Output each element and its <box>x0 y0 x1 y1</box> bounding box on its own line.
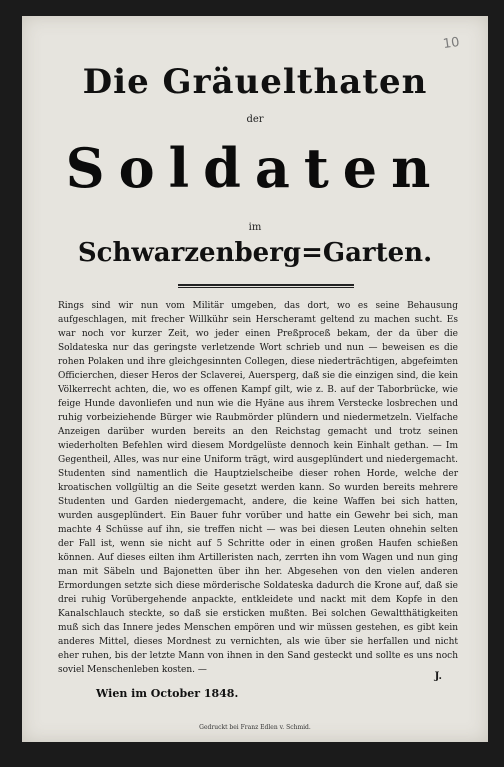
title-connector-der: der <box>246 114 264 125</box>
signature: J. <box>434 671 442 682</box>
title-line-3: Schwarzenberg=Garten. <box>77 238 433 268</box>
poster-sheet <box>22 16 488 742</box>
title-divider <box>178 284 354 288</box>
printer-imprint: Gedruckt bei Franz Edlen v. Schmid. <box>199 724 311 731</box>
title-line-2: Soldaten <box>65 136 445 200</box>
title-line-1: Die Gräuelthaten <box>82 62 428 102</box>
pencil-annotation: 10 <box>442 34 461 53</box>
body-paragraph: Rings sind wir nun vom Militär umgeben, das dort, wo es seine Behausung aufgeschlagen, mit frecher Willkühr sein Herscheramt geltend zu machen sucht. Es war noch vor kurzer Zeit, wo jeder einen Preßproceß bekam, der da über die Soldateska nur das geringste verletzende Wort schrieb und nun — beweisen es die rohen Polaken und ihre gleichgesinnten Collegen, diese niederträchtigen, abgefeimten Officierchen, dieser Heros der Sclaverei, Auersperg, daß sie die einzigen sind, die kein Völkerrecht achten, die, wo es offenen Kampf gilt, wie z. B. auf der Taborbrücke, wie feige Hunde davonliefen und nun wie die Hyäne aus ihrem Verstecke losbrechen und ruhig vorbeiziehende Bürger wie Raubmörder plündern und niedermetzeln. Vielfache Anzeigen darüber wurden bereits an den Reichstag gemacht und trotz seinen wiederholten Befehlen wird diesem Mordgelüste dennoch kein Einhalt gethan. — Im Gegentheil, Alles, was nur eine Uniform trägt, wird ausgeplündert und niedergemacht. Studenten sind namentlich die Hauptzielscheibe dieser rohen Horde, welche der kroatischen vollgültig an die Seite gesetzt werden kann. So wurden bereits mehrere Studenten und Garden niedergemacht, andere, die keine Waffen bei sich hatten, wurden ausgeplündert. Ein Bauer fuhr vorüber und hatte ein Gewehr bei sich, man machte 4 Schüsse auf ihn, sie treffen nicht — was bei diesen Leuten ohnehin selten der Fall ist, wenn sie nicht auf 5 Schritte oder in einen großen Haufen schießen können. Auf dieses eilten ihm Artilleristen nach, zerrten ihn vom Wagen und nun ging man mit Säbeln und Bajonetten über ihn her. Abgesehen von den vielen anderen Ermordungen setzte sich diese mörderische Soldateska dadurch die Krone auf, daß sie drei ruhig Vorübergehende anpackte, entkleidete und nackt mit dem Kopfe in den Kanalschlauch steckte, so daß sie ersticken mußten. Bei solchen Gewaltthätigkeiten muß sich das Innere jedes Menschen empören und wir müssen gestehen, es gibt kein anderes Mittel, dieses Mordnest zu vernichten, als wie über sie herfallen und nicht eher ruhen, bis der letzte Mann von ihnen in den Sand gesteckt und sollte es uns noch soviel Menschenleben kosten. — <box>58 301 458 675</box>
title-connector-im: im <box>248 222 262 233</box>
place-date: Wien im October 1848. <box>96 687 239 700</box>
